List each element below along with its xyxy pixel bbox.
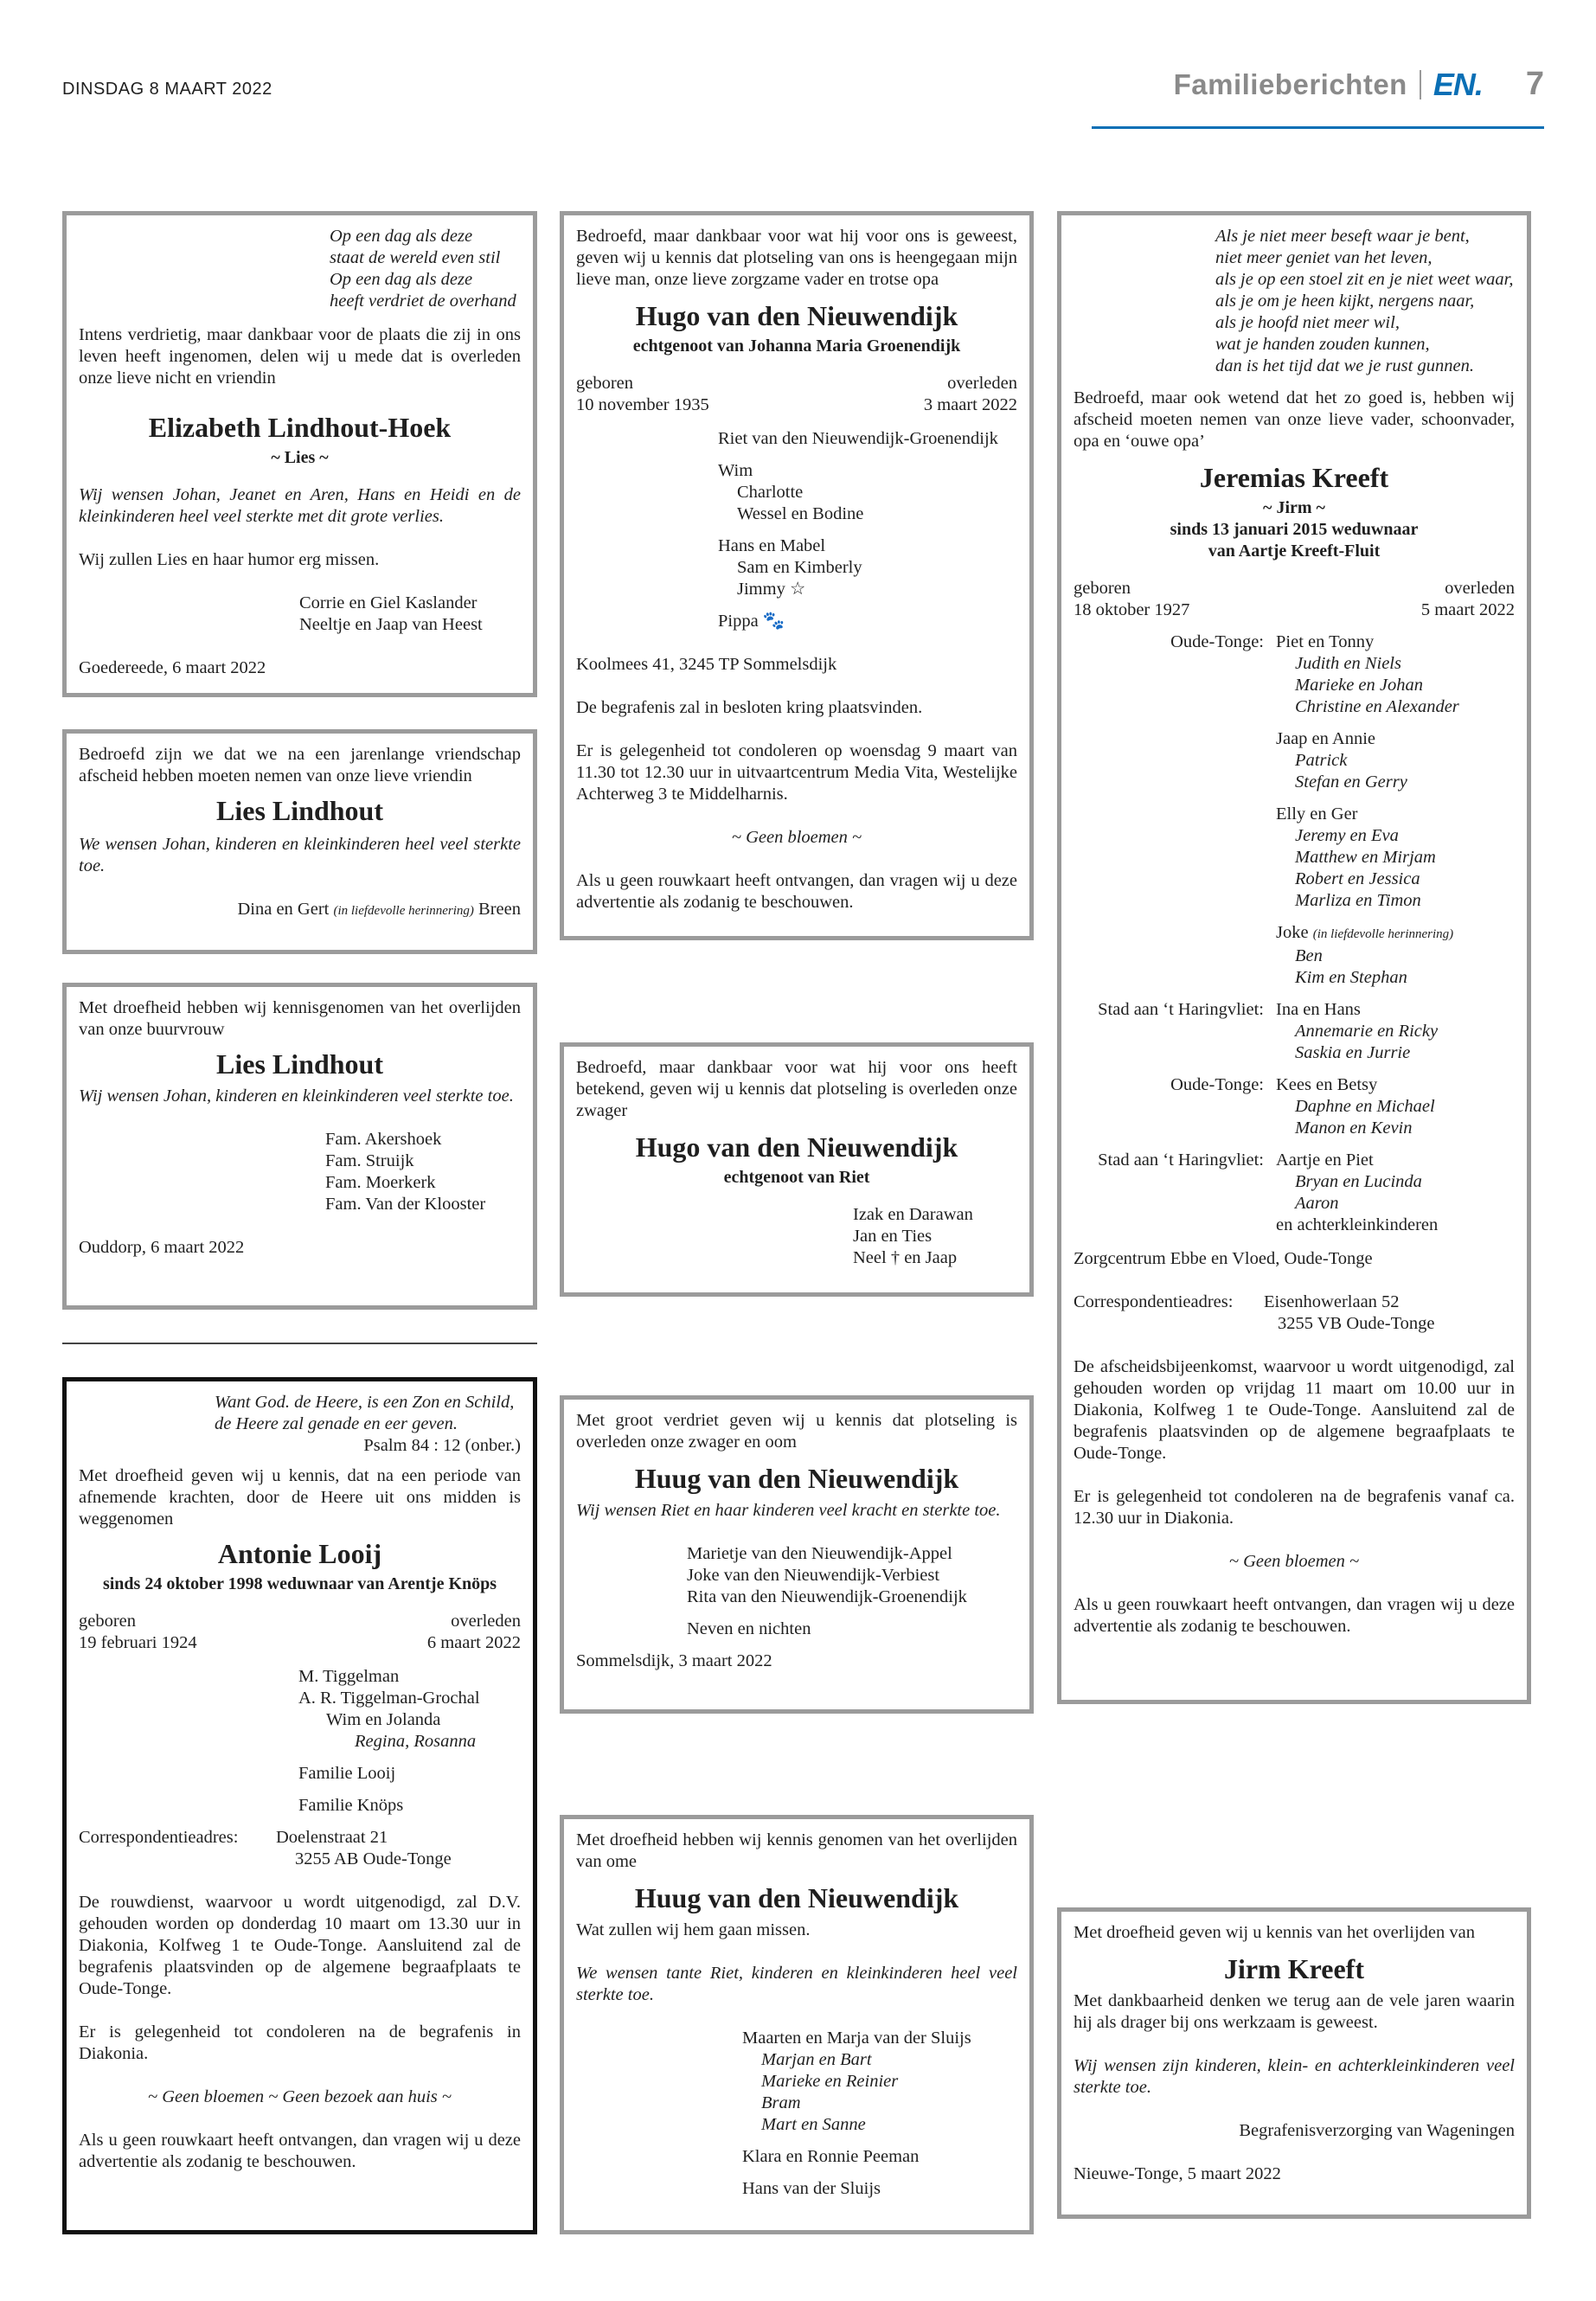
deceased-name: Huug van den Nieuwendijk: [634, 1882, 959, 1913]
family-member: Christine en Alexander: [1295, 697, 1459, 716]
family-member: Kim en Stephan: [1295, 968, 1407, 987]
family-member: Bryan en Lucinda: [1295, 1172, 1422, 1191]
condolence-text: Er is gelegenheid tot condoleren na de begrafenis in Diakonia.: [79, 2022, 521, 2063]
deceased-name: Lies Lindhout: [216, 795, 383, 826]
poem-line: als je om je heen kijkt, nergens naar,: [1215, 292, 1475, 311]
intro-text: Met droefheid geven wij u kennis van het overlijden van: [1074, 1923, 1475, 1942]
signer: [79, 899, 521, 922]
column-divider: [62, 1343, 537, 1344]
signers: [576, 1204, 1017, 1269]
wish-text: We wensen tante Riet, kinderen en kleinkinderen heel veel sterkte toe.: [576, 1964, 1017, 2004]
born-label: geboren: [1074, 579, 1131, 598]
family-member: Robert en Jessica: [1295, 869, 1420, 888]
page-number: 7: [1525, 66, 1544, 102]
family-member: Manon en Kevin: [1295, 1118, 1413, 1138]
family-member: Ina en Hans: [1276, 1000, 1361, 1019]
family-member: Saskia en Jurrie: [1295, 1043, 1411, 1062]
signers: [576, 1543, 1017, 1640]
signer: Mart en Sanne: [761, 2115, 866, 2134]
masthead-divider: [1420, 70, 1421, 99]
poem-line: Op een dag als deze: [330, 227, 473, 246]
family-member: M. Tiggelman: [298, 1667, 400, 1686]
family-member: Jaap en Annie: [1276, 729, 1375, 748]
signer: Corrie en Giel Kaslander: [299, 593, 478, 612]
family-member: Aartje en Piet: [1276, 1150, 1374, 1170]
died-date: 6 maart 2022: [426, 1633, 521, 1652]
family-member: Charlotte: [737, 483, 804, 502]
intro-text: Met droefheid hebben wij kennis genomen van het overlijden van ome: [576, 1830, 1017, 1871]
signer: Neel † en Jaap: [853, 1248, 958, 1267]
deceased-name: Lies Lindhout: [216, 1048, 383, 1080]
poem: [79, 226, 521, 312]
signer: Fam. Van der Klooster: [325, 1195, 486, 1214]
deceased-name: Huug van den Nieuwendijk: [634, 1463, 959, 1494]
correspondence-city: 3255 AB Oude-Tonge: [295, 1849, 452, 1868]
nickname: ~ Lies ~: [271, 448, 329, 467]
intro-text: Bedroefd, maar dankbaar voor wat hij voor ons is geweest, geven wij u kennis dat plotseling van ons is heengegaan mijn lieve man, onze lieve zorgzame vader en trotse opa: [576, 227, 1017, 289]
wish-text: We wensen Johan, kinderen en kleinkinderen heel veel sterkte toe.: [79, 835, 521, 875]
signers: [79, 1129, 521, 1215]
family-group: Familie Knöps: [298, 1796, 404, 1815]
signer: Hans van der Sluijs: [742, 2179, 881, 2198]
family-member: Wim: [718, 461, 753, 480]
correspondence-label: Correspondentieadres:: [79, 1828, 239, 1847]
signer: Bram: [761, 2093, 801, 2112]
miss-text: Wat zullen wij hem gaan missen.: [576, 1920, 811, 1939]
wish-text: Wij wensen Johan, kinderen en kleinkinderen veel sterkte toe.: [79, 1086, 514, 1106]
signer: Neven en nichten: [687, 1619, 811, 1638]
family-member: Sam en Kimberly: [737, 558, 862, 577]
signer: Joke van den Nieuwendijk-Verbiest: [687, 1566, 940, 1585]
no-flowers: ~ Geen bloemen ~: [731, 828, 862, 847]
ad-elizabeth-lindhout-hoek: [62, 211, 537, 697]
family: [576, 428, 1017, 632]
deceased-subtitle: sinds 13 januari 2015 weduwnaar: [1170, 520, 1419, 539]
family: [79, 1666, 521, 1817]
poem-line: Als je niet meer beseft waar je bent,: [1215, 227, 1470, 246]
intro-text: Intens verdrietig, maar dankbaar voor de plaats die zij in ons leven heeft ingenomen, delen wij u mede dat is overleden onze lieve nicht en vriendin: [79, 325, 521, 388]
correspondence-street: Doelenstraat 21: [276, 1828, 388, 1847]
signer: Izak en Darawan: [853, 1205, 973, 1224]
newspaper-logo: EN.: [1433, 66, 1483, 102]
signer: Fam. Moerkerk: [325, 1173, 436, 1192]
poem-line: niet meer geniet van het leven,: [1215, 248, 1433, 267]
signer: Marietje van den Nieuwendijk-Appel: [687, 1544, 952, 1563]
died-label: overleden: [1445, 579, 1515, 598]
condolence-text: Er is gelegenheid tot condoleren op woensdag 9 maart van 11.30 tot 12.30 uur in uitvaartcentrum Media Vita, Westelijke Achterweg 3 te Middelharnis.: [576, 741, 1017, 804]
section-title: Familieberichten: [1173, 67, 1407, 100]
signer: Klara en Ronnie Peeman: [742, 2147, 920, 2166]
funeral-text: De begrafenis zal in besloten kring plaatsvinden.: [576, 698, 923, 717]
deceased-subtitle: echtgenoot van Johanna Maria Groenendijk: [632, 336, 961, 356]
family-member: Patrick: [1295, 751, 1348, 770]
family-member: Joke: [1276, 923, 1309, 942]
dates: [79, 1611, 521, 1654]
ad-jeremias-kreeft: [1057, 211, 1531, 1704]
poem-line: wat je handen zouden kunnen,: [1215, 335, 1430, 354]
born-date: 10 november 1935: [576, 395, 709, 414]
intro-text: Bedroefd, maar dankbaar voor wat hij voor ons heeft betekend, geven wij u kennis dat plotseling is overleden onze zwager: [576, 1058, 1017, 1120]
family-member: Wessel en Bodine: [737, 504, 864, 523]
place-date: Ouddorp, 6 maart 2022: [79, 1238, 245, 1257]
family-group: [1074, 1150, 1515, 1236]
deceased-name: Elizabeth Lindhout-Hoek: [148, 412, 452, 443]
dates: [1074, 578, 1515, 621]
died-label: overleden: [947, 374, 1017, 393]
bible-verse: [79, 1392, 521, 1435]
family-member: A. R. Tiggelman-Grochal: [298, 1689, 480, 1708]
deceased-name: Hugo van den Nieuwendijk: [635, 1131, 958, 1163]
family-group: [1074, 999, 1515, 1064]
family-group: [1074, 631, 1515, 718]
place-date: Goedereede, 6 maart 2022: [79, 658, 266, 677]
address: Koolmees 41, 3245 TP Sommelsdijk: [576, 655, 837, 674]
verse-reference: Psalm 84 : 12 (onber.): [363, 1436, 521, 1455]
masthead: [1174, 66, 1544, 103]
ad-lies-lindhout-friends: [62, 729, 537, 954]
poem-line: heeft verdriet de overhand: [330, 292, 516, 311]
verse-line: Want God. de Heere, is een Zon en Schild,: [215, 1393, 515, 1412]
intro-text: Met droefheid geven wij u kennis, dat na een periode van afnemende krachten, door de Heere uit ons midden is weggenomen: [79, 1466, 521, 1529]
family-place: Stad aan ‘t Haringvliet:: [1098, 1150, 1264, 1170]
family-member: Ben: [1295, 946, 1323, 965]
header-rule: [1092, 126, 1544, 129]
poem-line: als je hoofd niet meer wil,: [1215, 313, 1400, 332]
died-label: overleden: [451, 1612, 521, 1631]
ad-hugo-van-den-nieuwendijk-family: [560, 211, 1034, 940]
place-date: Nieuwe-Tonge, 5 maart 2022: [1074, 2164, 1281, 2183]
place-date: Sommelsdijk, 3 maart 2022: [576, 1651, 772, 1670]
born-date: 18 oktober 1927: [1074, 600, 1190, 619]
poem-line: dan is het tijd dat we je rust gunnen.: [1215, 356, 1474, 375]
born-label: geboren: [576, 374, 634, 393]
intro-text: Met droefheid hebben wij kennisgenomen van het overlijden van onze buurvrouw: [79, 998, 521, 1039]
ad-huug-van-den-nieuwendijk-nephews: [560, 1815, 1034, 2234]
signer-names: Dina en Gert: [237, 900, 330, 919]
verse-line: de Heere zal genade en eer geven.: [215, 1414, 458, 1433]
family-member: Pippa 🐾: [718, 612, 785, 631]
memory-text: Wij zullen Lies en haar humor erg missen.: [79, 550, 380, 569]
deceased-subtitle: echtgenoot van Riet: [723, 1168, 870, 1187]
family-member: Matthew en Mirjam: [1295, 848, 1436, 867]
signer: Jan en Ties: [853, 1227, 933, 1246]
signers: [576, 2028, 1017, 2200]
family-member: Judith en Niels: [1295, 654, 1401, 673]
no-flowers: ~ Geen bloemen ~ Geen bezoek aan huis ~: [148, 2087, 452, 2106]
widow: Riet van den Nieuwendijk-Groenendijk: [718, 429, 998, 448]
ad-jirm-kreeft: [1057, 1907, 1531, 2219]
signer: Begrafenisverzorging van Wageningen: [1239, 2121, 1515, 2140]
family-place: Oude-Tonge:: [1170, 632, 1264, 651]
family-group: [1074, 728, 1515, 793]
deceased-name: Antonie Looij: [217, 1538, 382, 1569]
family-member: Kees en Betsy: [1276, 1075, 1378, 1094]
family-member: Marieke en Johan: [1295, 676, 1423, 695]
dates: [576, 373, 1017, 416]
ad-lies-lindhout-neighbours: [62, 983, 537, 1310]
signer: Neeltje en Jaap van Heest: [299, 615, 483, 634]
ad-huug-van-den-nieuwendijk-family: [560, 1395, 1034, 1714]
signer: Rita van den Nieuwendijk-Groenendijk: [687, 1587, 967, 1606]
family-group: [1074, 1074, 1515, 1139]
intro-text: Bedroefd, maar ook wetend dat het zo goed is, hebben wij afscheid moeten nemen van onze lieve vader, schoonvader, opa en ‘ouwe opa’: [1074, 388, 1515, 451]
memorial-note: (in liefdevolle herinnering): [1312, 927, 1454, 941]
signer-note: (in liefdevolle herinnering): [333, 904, 474, 918]
family-place: Oude-Tonge:: [1170, 1075, 1264, 1094]
intro-text: Bedroefd zijn we dat we na een jarenlange vriendschap afscheid hebben moeten nemen van onze lieve vriendin: [79, 745, 521, 785]
ad-antonie-looij: [62, 1377, 537, 2234]
family-member: Stefan en Gerry: [1295, 772, 1407, 792]
family-group: [1074, 922, 1515, 989]
deceased-subtitle: van Aartje Kreeft-Fluit: [1208, 542, 1381, 561]
family-group: [1074, 804, 1515, 912]
signer: Marieke en Reinier: [761, 2072, 899, 2091]
wish-text: Wij wensen Johan, Jeanet en Aren, Hans en Heidi en de kleinkinderen heel veel sterkte met dit grote verlies.: [79, 485, 521, 526]
poem-line: Op een dag als deze: [330, 270, 473, 289]
signer: Fam. Struijk: [325, 1151, 414, 1170]
wish-text: Wij wensen zijn kinderen, klein- en achterkleinkinderen veel sterkte toe.: [1074, 2056, 1515, 2097]
poem-line: als je op een stoel zit en je niet weet waar,: [1215, 270, 1514, 289]
family-member: Aaron: [1295, 1194, 1339, 1213]
deceased-name: Jirm Kreeft: [1224, 1953, 1364, 1984]
intro-text: Met groot verdriet geven wij u kennis dat plotseling is overleden onze zwager en oom: [576, 1411, 1017, 1452]
family-member: Annemarie en Ricky: [1295, 1022, 1439, 1041]
poem-line: staat de wereld even stil: [330, 248, 501, 267]
wish-text: Wij wensen Riet en haar kinderen veel kracht en sterkte toe.: [576, 1501, 1001, 1520]
correspondence-street: Eisenhowerlaan 52: [1264, 1292, 1400, 1311]
family-member: Piet en Tonny: [1276, 632, 1375, 651]
born-date: 19 februari 1924: [79, 1633, 197, 1652]
deceased-subtitle: sinds 24 oktober 1998 weduwnaar van Arentje Knöps: [102, 1574, 497, 1593]
signers: [79, 593, 521, 636]
correspondence-city: 3255 VB Oude-Tonge: [1278, 1314, 1435, 1333]
correspondence-label: Correspondentieadres:: [1074, 1292, 1234, 1311]
correspondence: [79, 1827, 521, 1870]
service-text: De rouwdienst, waarvoor u wordt uitgenodigd, zal D.V. gehouden worden op donderdag 10 maart om 13.30 uur in Diakonia, Kolfweg 1 te Oude-Tonge. Aansluitend zal de begrafenis plaatsvinden op de algemene begraafplaats te Oude-Tonge.: [79, 1893, 521, 1998]
card-note: Als u geen rouwkaart heeft ontvangen, dan vragen wij u deze advertentie als zodanig te beschouwen.: [79, 2131, 521, 2171]
family-member: Daphne en Michael: [1295, 1097, 1435, 1116]
family-member: Jimmy ☆: [737, 580, 806, 599]
poem: [1074, 226, 1515, 377]
nickname: ~ Jirm ~: [1263, 498, 1325, 517]
family-place: Stad aan ‘t Haringvliet:: [1098, 1000, 1264, 1019]
family-member: Jeremy en Eva: [1295, 826, 1399, 845]
card-note: Als u geen rouwkaart heeft ontvangen, dan vragen wij u deze advertentie als zodanig te beschouwen.: [1074, 1595, 1515, 1636]
correspondence: [1074, 1292, 1515, 1335]
family-member: en achterkleinkinderen: [1276, 1215, 1439, 1234]
signer: Maarten en Marja van der Sluijs: [742, 2029, 971, 2048]
ad-hugo-van-den-nieuwendijk-inlaws: [560, 1042, 1034, 1297]
signer: Marjan en Bart: [761, 2050, 872, 2069]
family-member: Regina, Rosanna: [355, 1732, 477, 1751]
deceased-name: Hugo van den Nieuwendijk: [635, 300, 958, 331]
family-member: Elly en Ger: [1276, 804, 1358, 824]
deceased-name: Jeremias Kreeft: [1199, 462, 1389, 493]
card-note: Als u geen rouwkaart heeft ontvangen, dan vragen wij u deze advertentie als zodanig te beschouwen.: [576, 871, 1017, 912]
family-member: Hans en Mabel: [718, 536, 826, 555]
signer: Fam. Akershoek: [325, 1130, 442, 1149]
born-label: geboren: [79, 1612, 137, 1631]
signer-surname: Breen: [478, 900, 521, 919]
died-date: 3 maart 2022: [923, 395, 1017, 414]
farewell-text: De afscheidsbijeenkomst, waarvoor u wordt uitgenodigd, zal gehouden worden op vrijdag 11 maart om 10.00 uur in Diakonia, Kolfweg 1 te Oude-Tonge. Aansluitend zal de begrafenis plaatsvinden op de algemene begraafplaats te Oude-Tonge.: [1074, 1357, 1515, 1463]
condolence-text: Er is gelegenheid tot condoleren na de begrafenis vanaf ca. 12.30 uur in Diakonia.: [1074, 1487, 1515, 1528]
family-group: Familie Looij: [298, 1764, 396, 1783]
family-member: Marliza en Timon: [1295, 891, 1421, 910]
died-date: 5 maart 2022: [1420, 600, 1515, 619]
care-home: Zorgcentrum Ebbe en Vloed, Oude-Tonge: [1074, 1249, 1373, 1268]
no-flowers: ~ Geen bloemen ~: [1228, 1552, 1360, 1571]
thanks-text: Met dankbaarheid denken we terug aan de vele jaren waarin hij als drager bij ons werkzaam is geweest.: [1074, 1991, 1515, 2032]
page-date: DINSDAG 8 MAART 2022: [62, 80, 272, 99]
family-member: Wim en Jolanda: [326, 1710, 441, 1729]
